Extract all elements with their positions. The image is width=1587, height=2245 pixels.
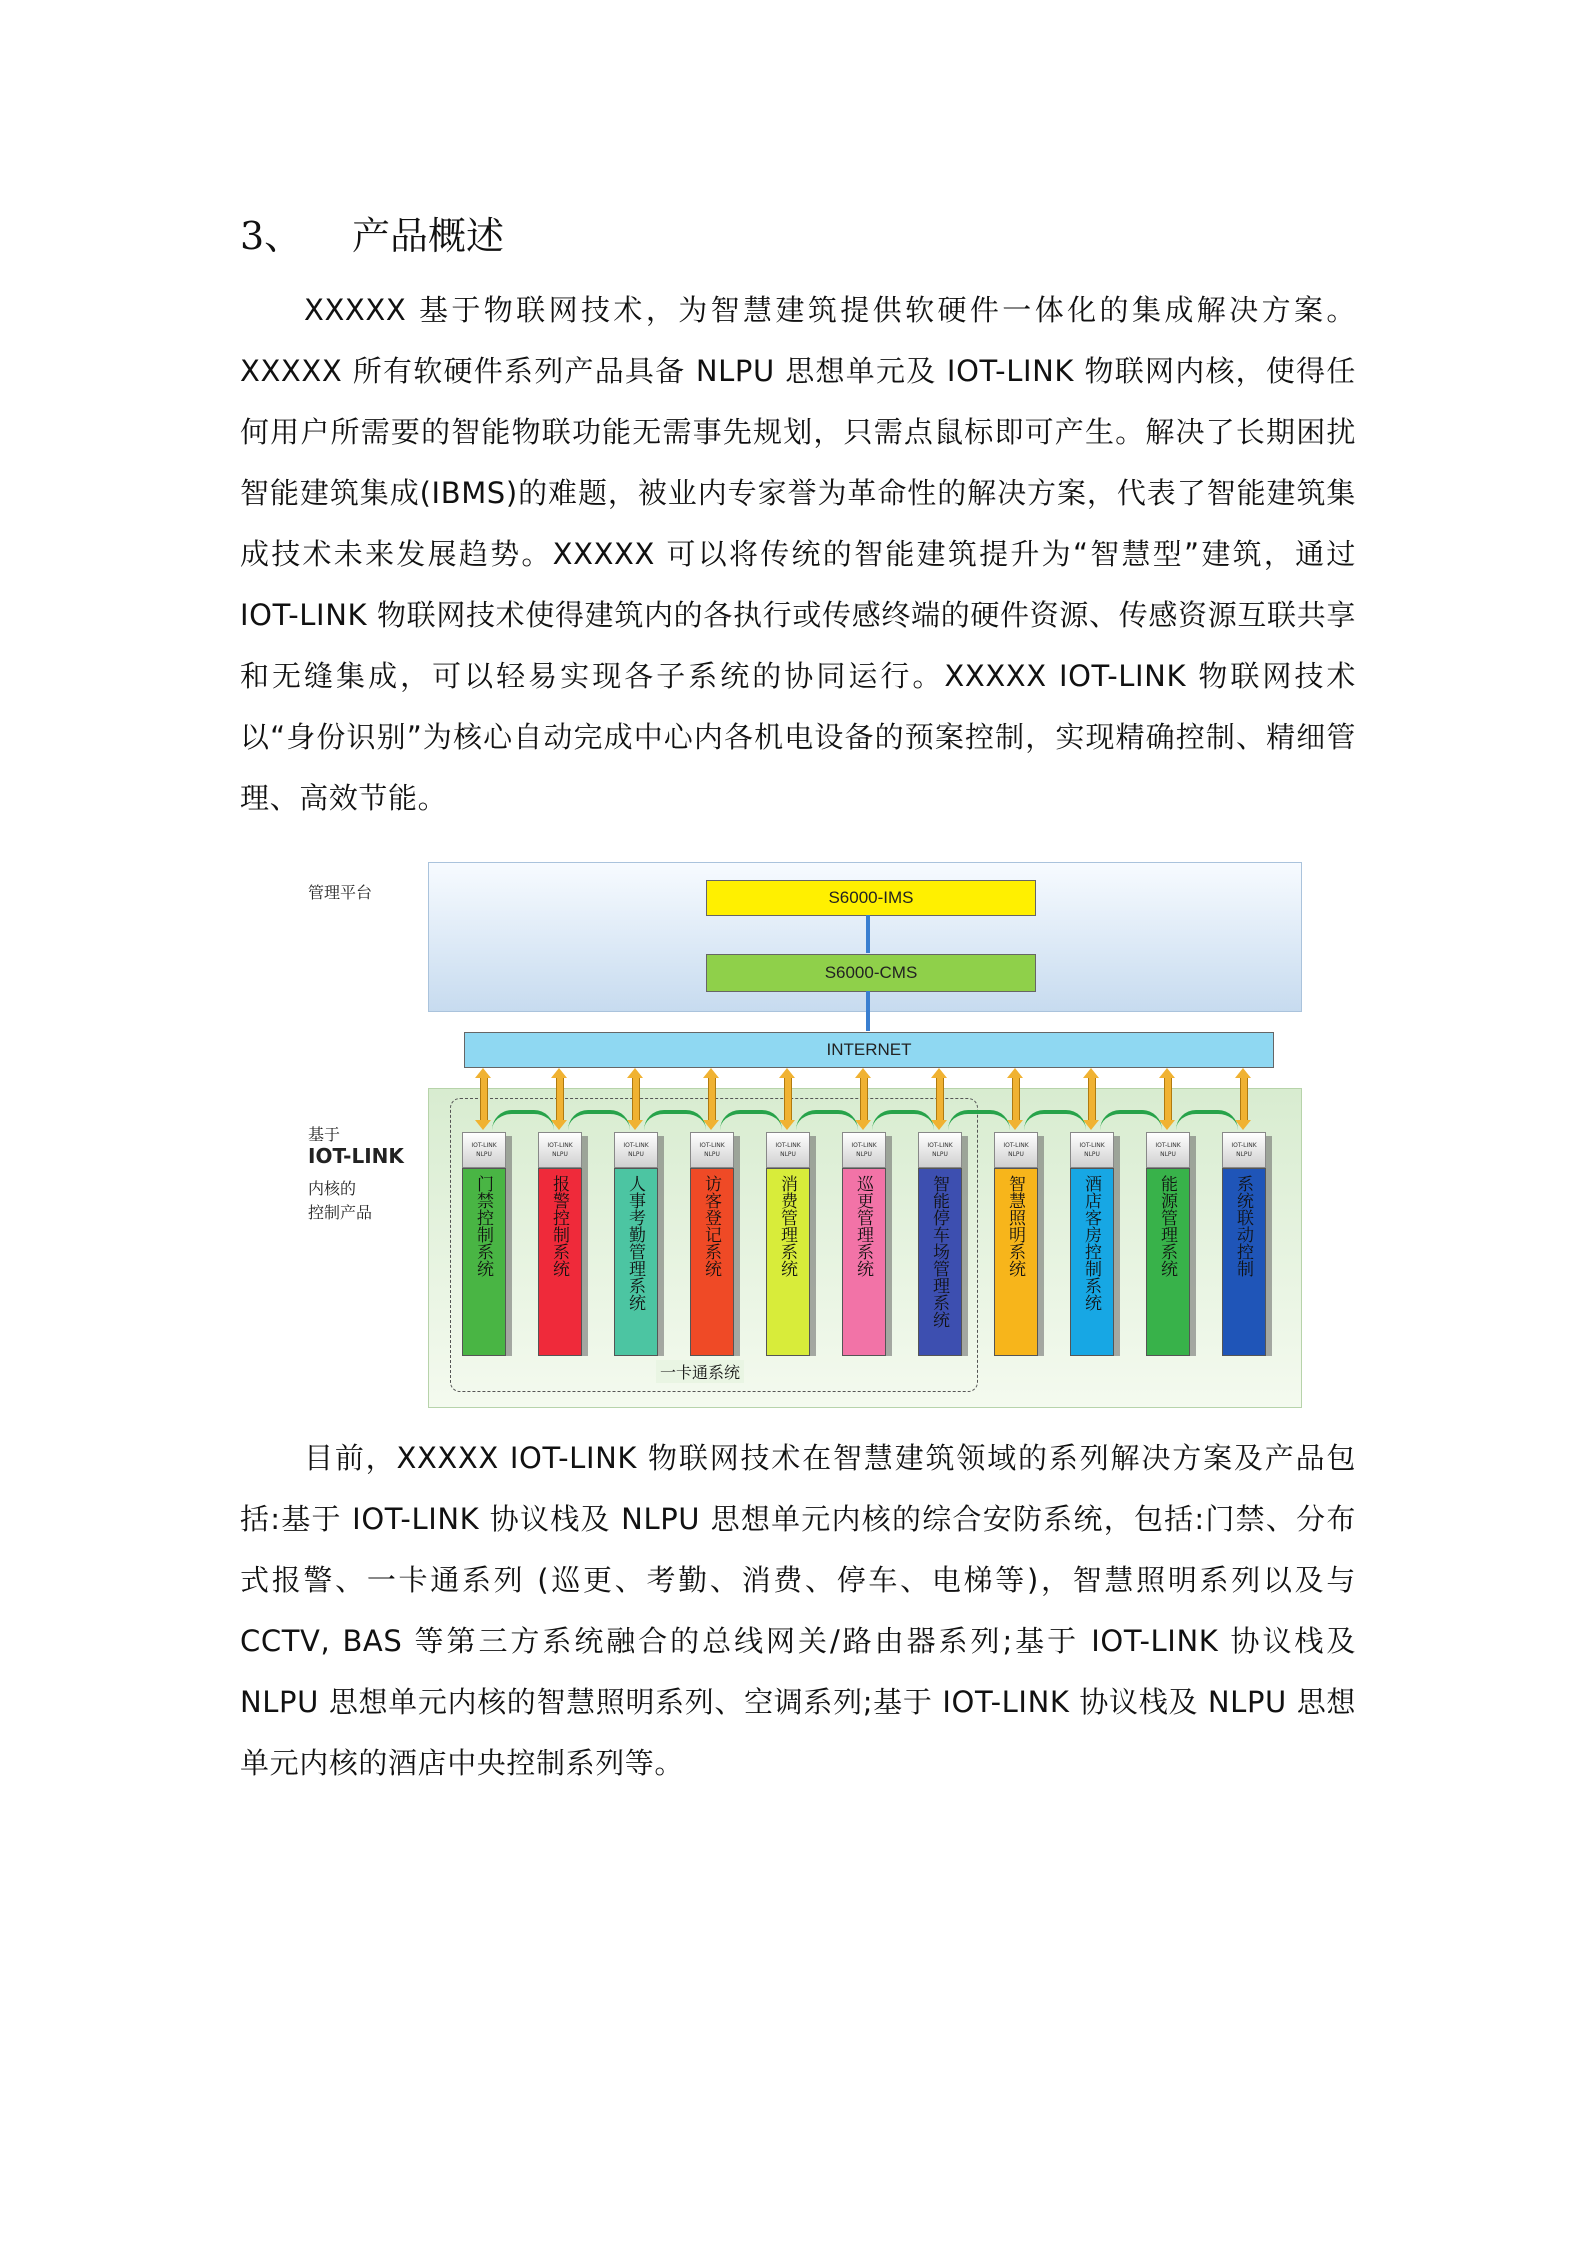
column-shadow — [582, 1136, 588, 1356]
column-header-nlpu: NLPU — [1236, 1151, 1252, 1158]
iot-link-nlpu-header — [1070, 1132, 1114, 1168]
s6000-ims-box: S6000-IMS — [706, 880, 1036, 916]
column-shadow — [1190, 1136, 1196, 1356]
current-products-text: 目前，XXXXX IOT-LINK 物联网技术在智慧建筑领域的系列解决方案及产品包括:基于 IOT-LINK 协议栈及 NLPU 思想单元内核的综合安防系统，包括:门禁、分布式报警、一卡通系列 (巡更、考勤、消费、停车、电梯等)，智慧照明系列以及与 CCTV, BAS 等第三方系统融合的总线网关/路由器系列;基于 IOT-LINK 协议栈及 NLPU 思想单元内核的智慧照明系列、空调系列;基于 IOT-LINK 协议栈及 NLPU 思想单元内核的酒店中央控制系列等。 — [240, 1441, 1356, 1780]
column-header-nlpu: NLPU — [628, 1151, 644, 1158]
column-shadow — [810, 1136, 816, 1356]
intro-paragraph-text: XXXXX 基于物联网技术，为智慧建筑提供软硬件一体化的集成解决方案。XXXXX 所有软硬件系列产品具备 NLPU 思想单元及 IOT-LINK 物联网内核，使得任何用户所需要的智能物联功能无需事先规划，只需点鼠标即可产生。解决了长期困扰智能建筑集成(IBMS)的难题，被业内专家誉为革命性的解决方案，代表了智能建筑集成技术未来发展趋势。XXXXX 可以将传统的智能建筑提升为“智慧型”建筑，通过 IOT-LINK 物联网技术使得建筑内的各执行或传感终端的硬件资源、传感资源互联共享和无缝集成，可以轻易实现各子系统的协同运行。XXXXX IOT-LINK 物联网技术以“身份识别”为核心自动完成中心内各机电设备的预案控制，实现精确控制、精细管理、高效节能。 — [240, 293, 1356, 815]
iot-link-nlpu-header — [1146, 1132, 1190, 1168]
subsystem-column — [690, 1132, 734, 1356]
subsystem-arrow — [936, 1077, 944, 1121]
architecture-diagram — [300, 860, 1300, 1420]
column-shadow — [962, 1136, 968, 1356]
column-header-nlpu: NLPU — [780, 1151, 796, 1158]
subsystem-arrow — [860, 1077, 868, 1121]
subsystem-column — [994, 1132, 1038, 1356]
column-header-iot-link: IOT-LINK — [623, 1142, 649, 1149]
subsystem-arrow — [708, 1077, 716, 1121]
subsystem-link — [492, 1110, 554, 1130]
iot-link-nlpu-header — [538, 1132, 582, 1168]
column-header-nlpu: NLPU — [932, 1151, 948, 1158]
subsystem-arrow — [784, 1077, 792, 1121]
subsystem-label: 智慧照明系统 — [994, 1168, 1038, 1356]
column-shadow — [734, 1136, 740, 1356]
iot-link-nlpu-header — [1222, 1132, 1266, 1168]
column-shadow — [658, 1136, 664, 1356]
section-heading — [240, 208, 504, 264]
intro-paragraph — [240, 280, 1356, 829]
column-header-iot-link: IOT-LINK — [699, 1142, 725, 1149]
subsystem-arrow — [1012, 1077, 1020, 1121]
subsystem-label: 系统联动控制 — [1222, 1168, 1266, 1356]
column-shadow — [886, 1136, 892, 1356]
subsystem-link — [872, 1110, 934, 1130]
internet-bar: INTERNET — [464, 1032, 1274, 1068]
subsystem-link — [796, 1110, 858, 1130]
subsystem-label: 消费管理系统 — [766, 1168, 810, 1356]
subsystem-label: 门禁控制系统 — [462, 1168, 506, 1356]
column-header-iot-link: IOT-LINK — [1079, 1142, 1105, 1149]
column-header-iot-link: IOT-LINK — [851, 1142, 877, 1149]
subsystem-arrow — [556, 1077, 564, 1121]
column-header-nlpu: NLPU — [476, 1151, 492, 1158]
based-on-label: 基于 — [308, 1125, 341, 1144]
subsystem-column — [1146, 1132, 1190, 1356]
subsystem-column — [1222, 1132, 1266, 1356]
subsystem-label: 智能停车场管理系统 — [918, 1168, 962, 1356]
subsystem-column — [842, 1132, 886, 1356]
column-shadow — [506, 1136, 512, 1356]
column-header-iot-link: IOT-LINK — [1003, 1142, 1029, 1149]
subsystem-column — [766, 1132, 810, 1356]
column-header-nlpu: NLPU — [1160, 1151, 1176, 1158]
subsystem-link — [1024, 1110, 1086, 1130]
subsystem-link — [720, 1110, 782, 1130]
card-system-label: 一卡通系统 — [656, 1360, 744, 1383]
column-header-nlpu: NLPU — [1084, 1151, 1100, 1158]
subsystem-column — [918, 1132, 962, 1356]
column-header-iot-link: IOT-LINK — [775, 1142, 801, 1149]
iot-link-nlpu-header — [690, 1132, 734, 1168]
column-shadow — [1038, 1136, 1044, 1356]
subsystem-label: 酒店客房控制系统 — [1070, 1168, 1114, 1356]
section-number: 3、 — [240, 214, 303, 258]
column-shadow — [1114, 1136, 1120, 1356]
subsystem-column — [538, 1132, 582, 1356]
subsystem-arrow — [1240, 1077, 1248, 1121]
iot-link-label: IOT-LINK — [308, 1144, 404, 1168]
iot-link-nlpu-header — [842, 1132, 886, 1168]
subsystem-arrow — [480, 1077, 488, 1121]
iot-link-nlpu-header — [918, 1132, 962, 1168]
subsystem-column — [614, 1132, 658, 1356]
iot-link-nlpu-header — [614, 1132, 658, 1168]
column-shadow — [1266, 1136, 1272, 1356]
iot-link-nlpu-header — [766, 1132, 810, 1168]
subsystem-column — [1070, 1132, 1114, 1356]
control-products-label: 控制产品 — [308, 1203, 373, 1222]
column-header-iot-link: IOT-LINK — [1231, 1142, 1257, 1149]
subsystem-column — [462, 1132, 506, 1356]
column-header-iot-link: IOT-LINK — [547, 1142, 573, 1149]
subsystem-link — [1176, 1110, 1238, 1130]
column-header-nlpu: NLPU — [552, 1151, 568, 1158]
subsystem-link — [568, 1110, 630, 1130]
subsystem-label: 报警控制系统 — [538, 1168, 582, 1356]
column-header-iot-link: IOT-LINK — [927, 1142, 953, 1149]
column-header-iot-link: IOT-LINK — [471, 1142, 497, 1149]
kernel-label: 内核的 — [308, 1179, 357, 1198]
column-header-nlpu: NLPU — [1008, 1151, 1024, 1158]
subsystem-label: 访客登记系统 — [690, 1168, 734, 1356]
section-title: 产品概述 — [352, 214, 505, 258]
subsystem-link — [948, 1110, 1010, 1130]
column-header-iot-link: IOT-LINK — [1155, 1142, 1181, 1149]
cms-internet-connector — [866, 991, 870, 1031]
column-header-nlpu: NLPU — [704, 1151, 720, 1158]
subsystem-arrow — [1164, 1077, 1172, 1121]
subsystem-label: 巡更管理系统 — [842, 1168, 886, 1356]
subsystem-label: 人事考勤管理系统 — [614, 1168, 658, 1356]
subsystem-link — [1100, 1110, 1162, 1130]
s6000-cms-box: S6000-CMS — [706, 954, 1036, 992]
iot-link-nlpu-header — [462, 1132, 506, 1168]
subsystem-link — [644, 1110, 706, 1130]
subsystem-arrow — [632, 1077, 640, 1121]
iot-link-nlpu-header — [994, 1132, 1038, 1168]
ims-cms-connector — [866, 915, 870, 953]
management-platform-label: 管理平台 — [308, 883, 373, 902]
column-header-nlpu: NLPU — [856, 1151, 872, 1158]
current-products-paragraph — [240, 1428, 1356, 1794]
subsystem-label: 能源管理系统 — [1146, 1168, 1190, 1356]
subsystem-arrow — [1088, 1077, 1096, 1121]
